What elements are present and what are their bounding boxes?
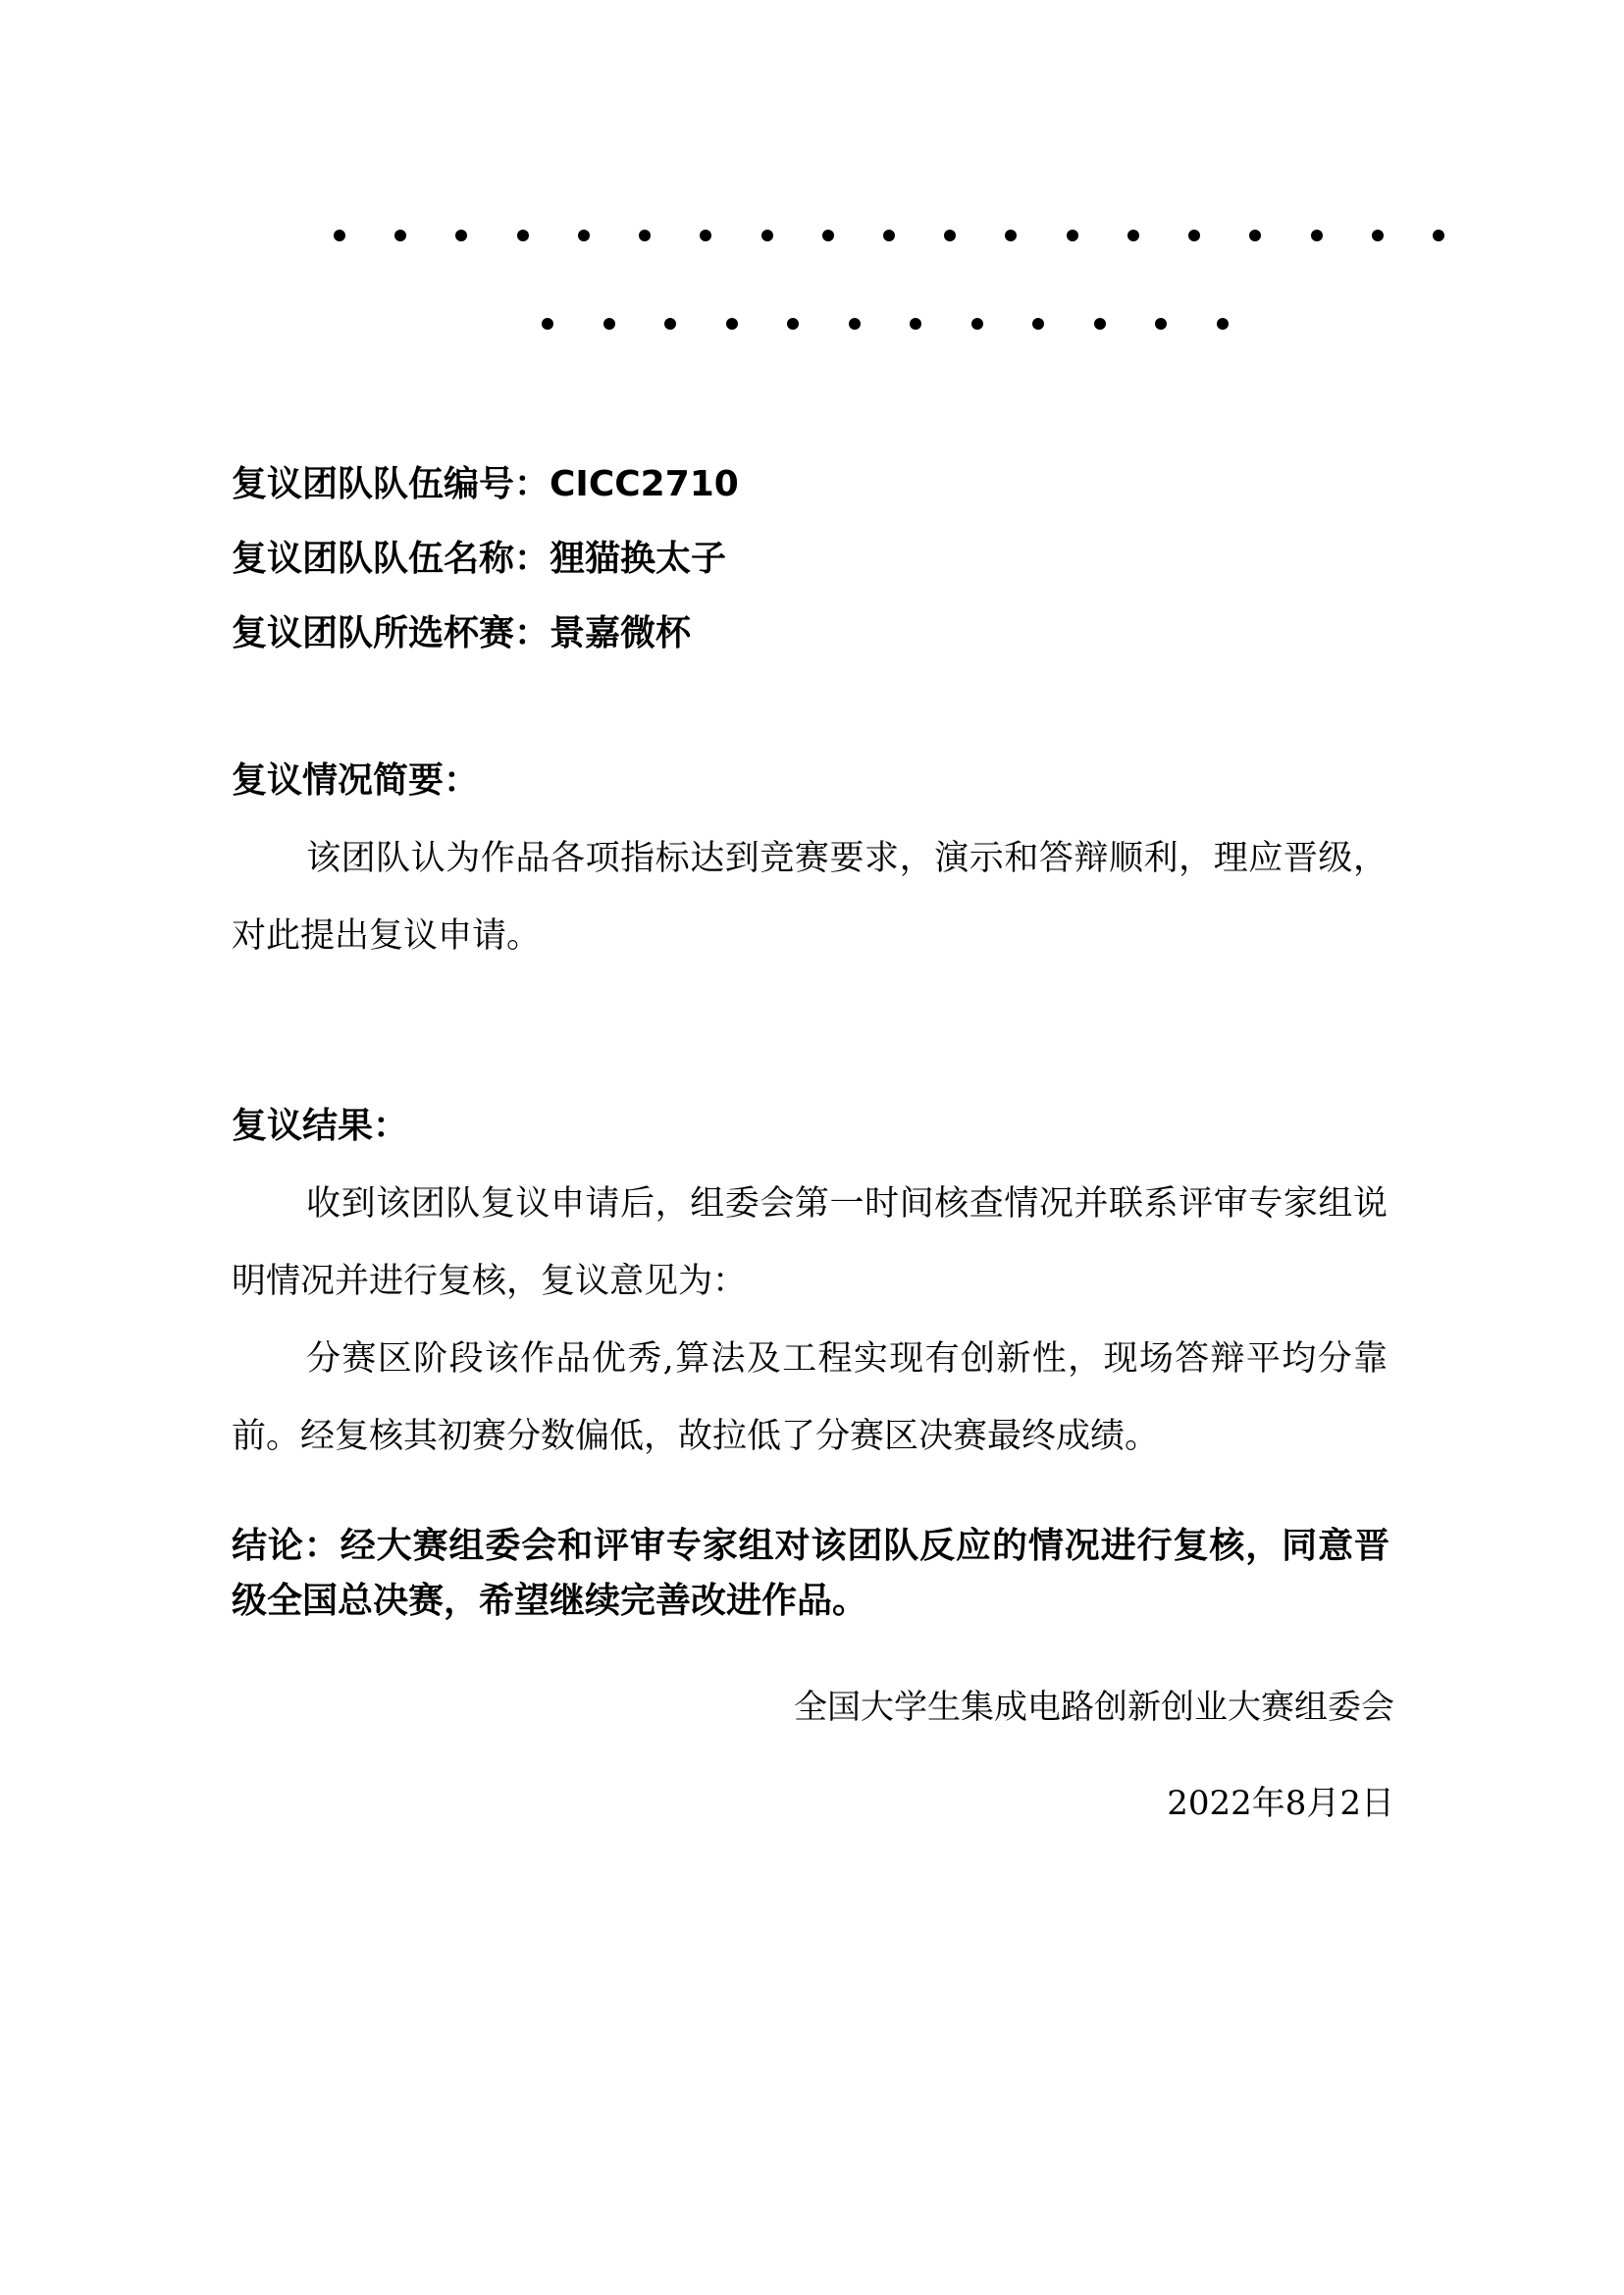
redaction-dot (822, 230, 834, 241)
redaction-dot (944, 230, 956, 241)
redaction-dot (883, 230, 895, 241)
redaction-dot (1067, 230, 1078, 241)
organization-signature: 全国大学生集成电路创新创业大赛组委会 (794, 1688, 1394, 1727)
redaction-dot (787, 318, 799, 330)
redaction-dot (726, 318, 738, 330)
result-paragraph-1: 收到该团队复议申请后，组委会第一时间核查情况并联系评审专家组说明情况并进行复核，复议意见为： (232, 1184, 1388, 1301)
redaction-dot (1032, 318, 1044, 330)
redaction-dot (1094, 318, 1106, 330)
summary-paragraph: 该团队认为作品各项指标达到竞赛要求，演示和答辩顺利，理应晋级，对此提出复议申请。 (232, 839, 1388, 956)
team-id-line: 复议团队队伍编号：CICC2710 (232, 464, 739, 504)
redaction-dot (517, 230, 529, 241)
redaction-dot (1005, 230, 1017, 241)
redaction-dot (971, 318, 983, 330)
redaction-dot (1127, 230, 1139, 241)
document-date: 2022年8月2日 (1167, 1784, 1394, 1823)
redaction-dot (639, 230, 651, 241)
redaction-dot (1311, 230, 1323, 241)
redaction-dot (761, 230, 773, 241)
selected-cup-line: 复议团队所选杯赛：景嘉微杯 (232, 613, 692, 653)
redaction-dot (1155, 318, 1167, 330)
team-name-line: 复议团队队伍名称：狸猫换太子 (232, 539, 727, 579)
redaction-dot (1217, 318, 1229, 330)
redaction-dot (394, 230, 406, 241)
redaction-dot (664, 318, 676, 330)
redaction-dot (455, 230, 467, 241)
redaction-dot (1372, 230, 1384, 241)
redaction-dot (542, 318, 553, 330)
redaction-dot (1188, 230, 1200, 241)
redaction-dot (578, 230, 590, 241)
conclusion-paragraph: 结论：经大赛组委会和评审专家组对该团队反应的情况进行复核，同意晋级全国总决赛，希望继续完善改进作品。 (232, 1526, 1389, 1621)
redaction-dot (700, 230, 711, 241)
result-paragraph-2: 分赛区阶段该作品优秀,算法及工程实现有创新性，现场答辩平均分靠前。经复核其初赛分数偏低，故拉低了分赛区决赛最终成绩。 (232, 1339, 1388, 1456)
redaction-dots-row-2 (542, 318, 1229, 330)
result-heading: 复议结果： (232, 1106, 409, 1146)
redaction-dot (1433, 230, 1444, 241)
redaction-dot (1249, 230, 1261, 241)
redaction-dot (849, 318, 861, 330)
redaction-dot (334, 230, 345, 241)
redaction-dot (910, 318, 921, 330)
redaction-dots-row-1 (334, 230, 1444, 241)
redaction-dot (603, 318, 615, 330)
summary-heading: 复议情况简要： (232, 760, 480, 801)
